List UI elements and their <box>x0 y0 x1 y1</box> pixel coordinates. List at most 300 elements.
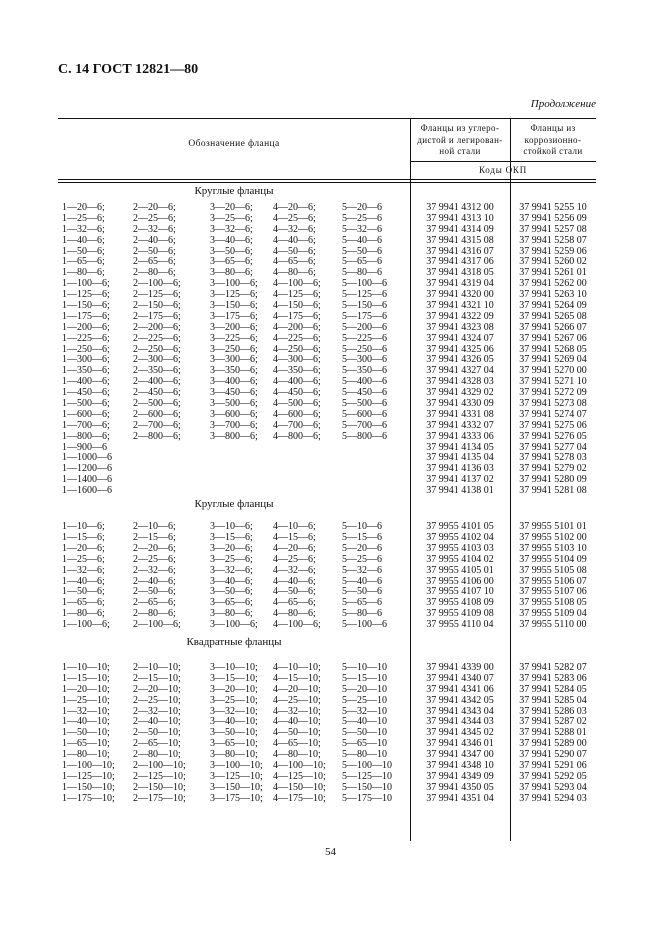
okp-code-stainless: 37 9941 5256 09 <box>519 212 587 224</box>
okp-code-stainless: 37 9941 5280 09 <box>519 474 587 486</box>
flange-designation: 5—200—6 <box>342 321 387 333</box>
okp-code-carbon: 37 9941 4346 01 <box>426 738 494 750</box>
flange-designation: 1—25—6; <box>62 553 105 565</box>
okp-code-carbon: 37 9941 4322 09 <box>426 310 494 322</box>
table-row <box>58 432 596 443</box>
table-row <box>58 453 596 464</box>
flange-designation: 1—1000—6 <box>62 452 112 464</box>
table-row <box>58 475 596 486</box>
table-row <box>58 620 596 631</box>
flange-designation: 2—32—6; <box>133 223 176 235</box>
flange-designation: 2—50—6; <box>133 245 176 257</box>
flange-designation: 1—150—6; <box>62 300 110 312</box>
flange-designation: 4—400—6; <box>273 376 321 388</box>
flange-designation: 3—15—10; <box>210 672 258 684</box>
flange-designation: 3—100—6; <box>210 278 258 290</box>
flange-designation: 1—25—6; <box>62 212 105 224</box>
flange-designation: 4—10—10; <box>273 661 321 673</box>
flange-designation: 4—50—10; <box>273 727 321 739</box>
okp-code-carbon: 37 9941 4313 10 <box>426 212 494 224</box>
flange-designation: 4—15—10; <box>273 672 321 684</box>
flange-designation: 2—80—6; <box>133 608 176 620</box>
flange-designation: 2—500—6; <box>133 398 181 410</box>
okp-code-stainless: 37 9941 5282 07 <box>519 661 587 673</box>
flange-designation: 5—80—6 <box>342 267 382 279</box>
okp-code-carbon: 37 9955 4103 03 <box>426 542 494 554</box>
okp-code-stainless: 37 9941 5287 02 <box>519 716 587 728</box>
flange-designation: 1—80—6; <box>62 608 105 620</box>
okp-code-carbon: 37 9955 4108 09 <box>426 597 494 609</box>
table-row <box>58 696 596 707</box>
okp-code-carbon: 37 9941 4350 05 <box>426 781 494 793</box>
okp-code-carbon: 37 9941 4349 09 <box>426 770 494 782</box>
flange-designation: 1—250—6; <box>62 343 110 355</box>
flange-designation: 1—40—10; <box>62 716 110 728</box>
flange-designation: 3—32—6; <box>210 564 253 576</box>
flange-designation: 2—80—6; <box>133 267 176 279</box>
okp-code-carbon: 37 9941 4135 04 <box>426 452 494 464</box>
flange-designation: 3—25—6; <box>210 553 253 565</box>
okp-code-stainless: 37 9941 5268 05 <box>519 343 587 355</box>
flange-designation: 3—225—6; <box>210 332 258 344</box>
flange-designation: 2—150—6; <box>133 300 181 312</box>
table-row <box>58 464 596 475</box>
okp-code-carbon: 37 9941 4312 00 <box>426 202 494 213</box>
flange-designation: 5—10—6 <box>342 521 382 533</box>
okp-code-stainless: 37 9941 5264 09 <box>519 300 587 312</box>
okp-code-carbon: 37 9941 4134 05 <box>426 441 494 453</box>
flange-designation: 1—175—10; <box>62 792 115 804</box>
okp-code-carbon: 37 9955 4106 00 <box>426 575 494 587</box>
flange-designation: 3—32—10; <box>210 705 258 717</box>
flange-designation: 3—40—10; <box>210 716 258 728</box>
flange-designation: 2—40—10; <box>133 716 181 728</box>
flange-designation: 2—100—6; <box>133 278 181 290</box>
flange-designation: 1—1600—6 <box>62 485 112 497</box>
flange-designation: 3—100—6; <box>210 619 258 631</box>
flange-designation: 1—300—6; <box>62 354 110 366</box>
flange-designation: 2—32—6; <box>133 564 176 576</box>
flange-designation: 1—1400—6 <box>62 474 112 486</box>
flange-designation: 4—32—6; <box>273 223 316 235</box>
flange-designation: 4—700—6; <box>273 419 321 431</box>
flange-designation: 1—25—10; <box>62 694 110 706</box>
flange-designation: 5—100—10 <box>342 759 392 771</box>
table-row <box>58 783 596 794</box>
okp-code-stainless: 37 9941 5261 01 <box>519 267 587 279</box>
flange-designation: 3—40—6; <box>210 575 253 587</box>
flange-designation: 5—250—6 <box>342 343 387 355</box>
flange-designation: 1—50—10; <box>62 727 110 739</box>
flange-designation: 2—125—6; <box>133 289 181 301</box>
okp-code-stainless: 37 9955 5110 00 <box>519 619 587 631</box>
flange-designation: 2—175—10; <box>133 792 186 804</box>
flange-designation: 2—10—6; <box>133 521 176 533</box>
okp-code-carbon: 37 9941 4317 06 <box>426 256 494 268</box>
okp-code-stainless: 37 9941 5277 04 <box>519 441 587 453</box>
flange-designation: 2—450—6; <box>133 387 181 399</box>
okp-code-stainless: 37 9941 5281 08 <box>519 485 587 497</box>
flange-designation: 5—25—6 <box>342 553 382 565</box>
flange-designation: 3—50—6; <box>210 245 253 257</box>
flange-designation: 4—40—6; <box>273 575 316 587</box>
flange-designation: 5—175—6 <box>342 310 387 322</box>
flange-designation: 1—65—6; <box>62 597 105 609</box>
flange-designation: 1—1200—6 <box>62 463 112 475</box>
flange-designation: 4—150—6; <box>273 300 321 312</box>
okp-code-carbon: 37 9941 4341 06 <box>426 683 494 695</box>
okp-code-carbon: 37 9941 4351 04 <box>426 792 494 804</box>
okp-code-carbon: 37 9941 4342 05 <box>426 694 494 706</box>
flange-designation: 3—400—6; <box>210 376 258 388</box>
flange-designation: 1—125—10; <box>62 770 115 782</box>
flange-designation: 3—25—6; <box>210 212 253 224</box>
section-title: Круглые фланцы <box>194 185 274 197</box>
okp-code-stainless: 37 9955 5104 09 <box>519 553 587 565</box>
flange-designation: 4—65—6; <box>273 597 316 609</box>
okp-code-carbon: 37 9941 4332 07 <box>426 419 494 431</box>
flange-designation: 3—80—6; <box>210 267 253 279</box>
flange-designation: 1—20—10; <box>62 683 110 695</box>
page-header: С. 14 ГОСТ 12821—80 <box>58 62 199 77</box>
flange-designation: 3—65—10; <box>210 738 258 750</box>
flange-designation: 2—15—10; <box>133 672 181 684</box>
flange-designation: 2—100—10; <box>133 759 186 771</box>
okp-code-stainless: 37 9941 5255 10 <box>519 202 587 213</box>
flange-designation: 2—20—10; <box>133 683 181 695</box>
flange-designation: 5—400—6 <box>342 376 387 388</box>
flange-designation: 2—25—6; <box>133 553 176 565</box>
okp-code-stainless: 37 9955 5107 06 <box>519 586 587 598</box>
flange-designation: 4—80—6; <box>273 267 316 279</box>
flange-designation: 5—40—6 <box>342 234 382 246</box>
flange-designation: 2—25—10; <box>133 694 181 706</box>
okp-code-stainless: 37 9941 5283 06 <box>519 672 587 684</box>
flange-designation: 5—32—10 <box>342 705 387 717</box>
continuation-label: Продолжение <box>530 98 596 110</box>
header-carbon-steel <box>410 123 510 158</box>
flange-designation: 1—50—6; <box>62 245 105 257</box>
okp-code-carbon: 37 9941 4315 08 <box>426 234 494 246</box>
table-row <box>58 443 596 454</box>
okp-code-carbon: 37 9941 4323 08 <box>426 321 494 333</box>
okp-code-carbon: 37 9941 4333 06 <box>426 430 494 442</box>
okp-code-stainless: 37 9941 5258 07 <box>519 234 587 246</box>
table-row <box>58 334 596 345</box>
flange-designation: 3—40—6; <box>210 234 253 246</box>
flange-designation: 5—50—6 <box>342 586 382 598</box>
flange-designation: 3—10—10; <box>210 661 258 673</box>
okp-code-stainless: 37 9941 5292 05 <box>519 770 587 782</box>
flange-designation: 4—20—6; <box>273 542 316 554</box>
flange-designation: 3—65—6; <box>210 597 253 609</box>
flange-designation: 2—20—6; <box>133 542 176 554</box>
flange-designation: 5—100—6 <box>342 619 387 631</box>
flange-designation: 1—225—6; <box>62 332 110 344</box>
flange-designation: 3—65—6; <box>210 256 253 268</box>
okp-code-stainless: 37 9955 5108 05 <box>519 597 587 609</box>
flange-designation: 4—10—6; <box>273 521 316 533</box>
okp-code-stainless: 37 9941 5273 08 <box>519 398 587 410</box>
flange-designation: 3—20—10; <box>210 683 258 695</box>
page-number: 54 <box>325 846 336 858</box>
header-okp-codes: Коды ОКП <box>478 165 528 175</box>
flange-designation: 4—175—10; <box>273 792 326 804</box>
flange-designation: 3—500—6; <box>210 398 258 410</box>
flange-designation: 5—80—10 <box>342 749 387 761</box>
flange-designation: 4—100—6; <box>273 619 321 631</box>
flange-designation: 5—20—6 <box>342 542 382 554</box>
okp-code-stainless: 37 9941 5284 05 <box>519 683 587 695</box>
flange-designation: 5—150—10 <box>342 781 392 793</box>
okp-code-carbon: 37 9941 4318 05 <box>426 267 494 279</box>
flange-designation: 4—65—10; <box>273 738 321 750</box>
okp-code-carbon: 37 9941 4319 04 <box>426 278 494 290</box>
flange-designation: 4—300—6; <box>273 354 321 366</box>
flange-designation: 2—50—6; <box>133 586 176 598</box>
flange-designation: 2—350—6; <box>133 365 181 377</box>
flange-designation: 5—50—10 <box>342 727 387 739</box>
flange-designation: 2—10—10; <box>133 661 181 673</box>
flange-designation: 5—225—6 <box>342 332 387 344</box>
flange-designation: 1—10—10; <box>62 661 110 673</box>
table-row <box>58 566 596 577</box>
flange-designation: 4—225—6; <box>273 332 321 344</box>
flange-designation: 1—10—6; <box>62 521 105 533</box>
okp-code-stainless: 37 9941 5288 01 <box>519 727 587 739</box>
flange-designation: 1—32—6; <box>62 223 105 235</box>
header-line: стойкой стали <box>523 146 583 156</box>
okp-code-carbon: 37 9941 4316 07 <box>426 245 494 257</box>
flange-designation: 5—65—6 <box>342 256 382 268</box>
flange-designation: 1—50—6; <box>62 586 105 598</box>
okp-code-stainless: 37 9941 5269 04 <box>519 354 587 366</box>
okp-code-carbon: 37 9941 4329 02 <box>426 387 494 399</box>
okp-code-carbon: 37 9955 4107 10 <box>426 586 494 598</box>
flange-designation: 4—20—10; <box>273 683 321 695</box>
flange-designation: 2—700—6; <box>133 419 181 431</box>
flange-designation: 2—20—6; <box>133 202 176 213</box>
flange-designation: 1—800—6; <box>62 430 110 442</box>
table-row <box>58 794 596 805</box>
flange-designation: 3—125—10; <box>210 770 263 782</box>
flange-designation: 5—32—6 <box>342 564 382 576</box>
flange-designation: 5—15—10 <box>342 672 387 684</box>
okp-code-stainless: 37 9941 5293 04 <box>519 781 587 793</box>
flange-designation: 5—125—6 <box>342 289 387 301</box>
table-row <box>58 555 596 566</box>
okp-code-stainless: 37 9941 5294 03 <box>519 792 587 804</box>
flange-designation: 4—80—10; <box>273 749 321 761</box>
okp-code-carbon: 37 9941 4345 02 <box>426 727 494 739</box>
flange-designation: 1—20—6; <box>62 202 105 213</box>
okp-code-carbon: 37 9955 4104 02 <box>426 553 494 565</box>
okp-code-stainless: 37 9941 5265 08 <box>519 310 587 322</box>
flange-designation: 4—250—6; <box>273 343 321 355</box>
flange-designation: 5—20—6 <box>342 202 382 213</box>
flange-designation: 3—800—6; <box>210 430 258 442</box>
flange-designation: 3—175—6; <box>210 310 258 322</box>
flange-designation: 2—150—10; <box>133 781 186 793</box>
flange-designation: 1—15—10; <box>62 672 110 684</box>
flange-designation: 2—250—6; <box>133 343 181 355</box>
okp-code-stainless: 37 9941 5289 00 <box>519 738 587 750</box>
flange-designation: 2—25—6; <box>133 212 176 224</box>
flange-designation: 5—25—6 <box>342 212 382 224</box>
flange-designation: 4—50—6; <box>273 245 316 257</box>
flange-designation: 2—175—6; <box>133 310 181 322</box>
flange-designation: 3—25—10; <box>210 694 258 706</box>
flange-designation: 5—350—6 <box>342 365 387 377</box>
flange-designation: 5—32—6 <box>342 223 382 235</box>
flange-designation: 1—80—6; <box>62 267 105 279</box>
flange-designation: 2—225—6; <box>133 332 181 344</box>
flange-designation: 1—200—6; <box>62 321 110 333</box>
flange-designation: 5—40—6 <box>342 575 382 587</box>
flange-designation: 4—32—10; <box>273 705 321 717</box>
okp-code-carbon: 37 9941 4339 00 <box>426 661 494 673</box>
flange-designation: 3—350—6; <box>210 365 258 377</box>
okp-code-carbon: 37 9955 4105 01 <box>426 564 494 576</box>
flange-designation: 4—125—6; <box>273 289 321 301</box>
flange-designation: 2—15—6; <box>133 531 176 543</box>
flange-designation: 5—65—10 <box>342 738 387 750</box>
flange-designation: 3—20—6; <box>210 202 253 213</box>
flange-designation: 1—500—6; <box>62 398 110 410</box>
flange-designation: 2—65—6; <box>133 256 176 268</box>
okp-code-carbon: 37 9941 4137 02 <box>426 474 494 486</box>
okp-code-stainless: 37 9941 5270 00 <box>519 365 587 377</box>
table-row <box>58 486 596 497</box>
okp-code-carbon: 37 9941 4324 07 <box>426 332 494 344</box>
flange-designation: 5—100—6 <box>342 278 387 290</box>
flange-designation: 3—50—6; <box>210 586 253 598</box>
okp-code-carbon: 37 9941 4330 09 <box>426 398 494 410</box>
flange-designation: 5—80—6 <box>342 608 382 620</box>
flange-designation: 1—40—6; <box>62 234 105 246</box>
flange-designation: 4—100—10; <box>273 759 326 771</box>
flange-designation: 2—200—6; <box>133 321 181 333</box>
okp-code-carbon: 37 9941 4314 09 <box>426 223 494 235</box>
okp-code-carbon: 37 9955 4102 04 <box>426 531 494 543</box>
flange-designation: 3—10—6; <box>210 521 253 533</box>
flange-designation: 3—125—6; <box>210 289 258 301</box>
flange-designation: 2—600—6; <box>133 408 181 420</box>
flange-designation: 4—15—6; <box>273 531 316 543</box>
flange-designation: 5—20—10 <box>342 683 387 695</box>
okp-code-stainless: 37 9941 5285 04 <box>519 694 587 706</box>
okp-code-carbon: 37 9941 4138 01 <box>426 485 494 497</box>
flange-designation: 3—80—10; <box>210 749 258 761</box>
flange-designation: 5—700—6 <box>342 419 387 431</box>
flange-designation: 4—350—6; <box>273 365 321 377</box>
flange-designation: 5—300—6 <box>342 354 387 366</box>
okp-code-stainless: 37 9941 5279 02 <box>519 463 587 475</box>
flange-designation: 3—600—6; <box>210 408 258 420</box>
header-line: коррозионно- <box>524 134 582 145</box>
flange-designation: 4—800—6; <box>273 430 321 442</box>
flange-designation: 2—100—6; <box>133 619 181 631</box>
okp-code-carbon: 37 9941 4327 04 <box>426 365 494 377</box>
okp-code-stainless: 37 9941 5276 05 <box>519 430 587 442</box>
flange-designation: 3—100—10; <box>210 759 263 771</box>
flange-designation: 1—20—6; <box>62 542 105 554</box>
okp-code-stainless: 37 9941 5271 10 <box>519 376 587 388</box>
header-line: Фланцы из углеро- <box>420 123 500 133</box>
flange-designation: 4—40—6; <box>273 234 316 246</box>
flange-designation: 2—80—10; <box>133 749 181 761</box>
flange-designation: 5—800—6 <box>342 430 387 442</box>
flange-designation: 2—40—6; <box>133 234 176 246</box>
flange-designation: 5—65—6 <box>342 597 382 609</box>
flange-designation: 5—600—6 <box>342 408 387 420</box>
flange-designation: 5—50—6 <box>342 245 382 257</box>
flange-designation: 4—200—6; <box>273 321 321 333</box>
flange-designation: 2—125—10; <box>133 770 186 782</box>
flange-designation: 4—100—6; <box>273 278 321 290</box>
okp-code-stainless: 37 9955 5105 08 <box>519 564 587 576</box>
okp-code-carbon: 37 9941 4348 10 <box>426 759 494 771</box>
okp-code-stainless: 37 9955 5101 01 <box>519 521 587 533</box>
okp-code-stainless: 37 9941 5260 02 <box>519 256 587 268</box>
okp-code-carbon: 37 9955 4110 04 <box>426 619 494 631</box>
okp-code-stainless: 37 9941 5278 03 <box>519 452 587 464</box>
flange-designation: 1—65—10; <box>62 738 110 750</box>
okp-code-carbon: 37 9941 4136 03 <box>426 463 494 475</box>
flange-designation: 3—200—6; <box>210 321 258 333</box>
okp-code-stainless: 37 9941 5257 08 <box>519 223 587 235</box>
okp-code-stainless: 37 9941 5286 03 <box>519 705 587 717</box>
header-line: дистой и легирован- <box>417 134 503 145</box>
section-title: Круглые фланцы <box>194 498 274 511</box>
okp-code-stainless: 37 9941 5272 09 <box>519 387 587 399</box>
flange-designation: 5—40—10 <box>342 716 387 728</box>
okp-code-stainless: 37 9941 5267 06 <box>519 332 587 344</box>
flange-designation: 1—100—6; <box>62 278 110 290</box>
section-title: Квадратные фланцы <box>186 635 282 648</box>
flange-designation: 5—175—10 <box>342 792 392 804</box>
okp-code-stainless: 37 9955 5102 00 <box>519 531 587 543</box>
flange-designation: 3—50—10; <box>210 727 258 739</box>
flange-designation: 5—450—6 <box>342 387 387 399</box>
flange-designation: 4—25—6; <box>273 212 316 224</box>
flange-designation: 5—150—6 <box>342 300 387 312</box>
header-line: Фланцы из <box>530 123 576 133</box>
flange-designation: 3—250—6; <box>210 343 258 355</box>
table-row <box>58 236 596 247</box>
flange-designation: 3—80—6; <box>210 608 253 620</box>
okp-code-stainless: 37 9941 5291 06 <box>519 759 587 771</box>
okp-code-stainless: 37 9941 5262 00 <box>519 278 587 290</box>
flange-designation: 2—65—6; <box>133 597 176 609</box>
flange-designation: 1—15—6; <box>62 531 105 543</box>
table-body <box>58 183 596 805</box>
flange-designation: 1—32—6; <box>62 564 105 576</box>
okp-code-carbon: 37 9955 4101 05 <box>426 521 494 533</box>
flange-designation: 5—125—10 <box>342 770 392 782</box>
flange-designation: 1—150—10; <box>62 781 115 793</box>
okp-code-carbon: 37 9941 4325 06 <box>426 343 494 355</box>
flange-designation: 1—40—6; <box>62 575 105 587</box>
okp-code-carbon: 37 9941 4347 00 <box>426 749 494 761</box>
okp-code-carbon: 37 9941 4344 03 <box>426 716 494 728</box>
flange-designation: 4—65—6; <box>273 256 316 268</box>
flange-designation: 4—80—6; <box>273 608 316 620</box>
header-stainless-steel <box>510 123 596 158</box>
flange-designation: 3—20—6; <box>210 542 253 554</box>
okp-code-carbon: 37 9941 4343 04 <box>426 705 494 717</box>
flange-designation: 2—65—10; <box>133 738 181 750</box>
